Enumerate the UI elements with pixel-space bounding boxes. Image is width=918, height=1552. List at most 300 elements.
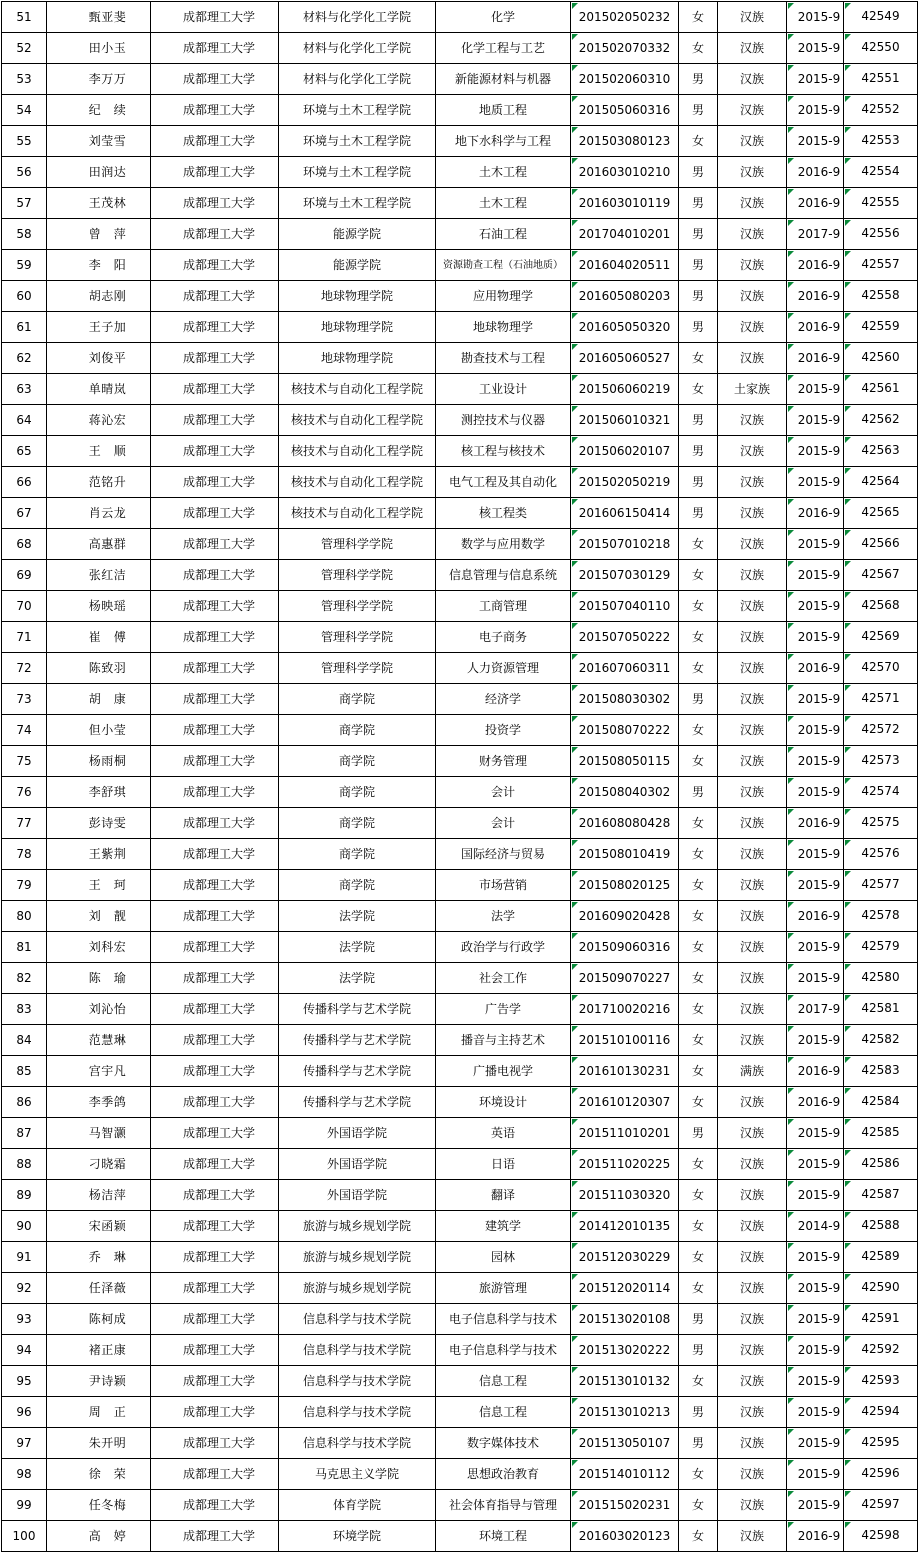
ethnicity-cell[interactable]: 汉族 (718, 901, 787, 932)
major-cell[interactable]: 测控技术与仪器 (436, 405, 571, 436)
enrollment-date-cell[interactable]: 2015-9 (787, 777, 844, 808)
name-cell[interactable]: 褚正康 (47, 1335, 151, 1366)
major-cell[interactable]: 新能源材料与机器 (436, 64, 571, 95)
enrollment-date-cell[interactable]: 2016-9 (787, 498, 844, 529)
enrollment-date-cell[interactable]: 2015-9 (787, 746, 844, 777)
gender-cell[interactable]: 女 (679, 715, 718, 746)
name-cell[interactable]: 但小莹 (47, 715, 151, 746)
code-cell[interactable] (844, 746, 918, 777)
enrollment-date-cell[interactable]: 2015-9 (787, 2, 844, 33)
name-cell[interactable]: 徐 荣 (47, 1459, 151, 1490)
enrollment-date-cell[interactable]: 2016-9 (787, 808, 844, 839)
code-cell[interactable] (844, 808, 918, 839)
gender-cell[interactable]: 女 (679, 33, 718, 64)
code-cell[interactable] (844, 1025, 918, 1056)
university-cell[interactable]: 成都理工大学 (151, 808, 279, 839)
ethnicity-cell[interactable]: 汉族 (718, 1304, 787, 1335)
row-number-cell[interactable]: 56 (2, 157, 47, 188)
enrollment-date-cell[interactable]: 2016-9 (787, 653, 844, 684)
student-id-cell[interactable]: 201506010321 (571, 405, 679, 436)
row-number-cell[interactable]: 66 (2, 467, 47, 498)
college-cell[interactable]: 材料与化学化工学院 (279, 2, 436, 33)
student-id-cell[interactable]: 201502050232 (571, 2, 679, 33)
university-cell[interactable]: 成都理工大学 (151, 1428, 279, 1459)
college-cell[interactable]: 环境与土木工程学院 (279, 126, 436, 157)
enrollment-date-cell[interactable]: 2016-9 (787, 1087, 844, 1118)
college-cell[interactable]: 环境与土木工程学院 (279, 188, 436, 219)
code-cell[interactable] (844, 1211, 918, 1242)
name-cell[interactable]: 田润达 (47, 157, 151, 188)
code-cell[interactable] (844, 870, 918, 901)
code-cell[interactable] (844, 622, 918, 653)
row-number-cell[interactable]: 84 (2, 1025, 47, 1056)
student-id-cell[interactable]: 201509070227 (571, 963, 679, 994)
row-number-cell[interactable]: 61 (2, 312, 47, 343)
row-number-cell[interactable]: 90 (2, 1211, 47, 1242)
enrollment-date-cell[interactable]: 2016-9 (787, 1521, 844, 1552)
gender-cell[interactable]: 女 (679, 2, 718, 33)
enrollment-date-cell[interactable]: 2015-9 (787, 622, 844, 653)
student-id-cell[interactable]: 201512030229 (571, 1242, 679, 1273)
name-cell[interactable]: 肖云龙 (47, 498, 151, 529)
row-number-cell[interactable]: 77 (2, 808, 47, 839)
university-cell[interactable]: 成都理工大学 (151, 1273, 279, 1304)
code-cell[interactable] (844, 1521, 918, 1552)
enrollment-date-cell[interactable]: 2016-9 (787, 312, 844, 343)
college-cell[interactable]: 旅游与城乡规划学院 (279, 1273, 436, 1304)
enrollment-date-cell[interactable]: 2015-9 (787, 1180, 844, 1211)
ethnicity-cell[interactable]: 汉族 (718, 1521, 787, 1552)
row-number-cell[interactable]: 69 (2, 560, 47, 591)
enrollment-date-cell[interactable]: 2015-9 (787, 839, 844, 870)
major-cell[interactable]: 电子信息科学与技术 (436, 1304, 571, 1335)
name-cell[interactable]: 陈致羽 (47, 653, 151, 684)
row-number-cell[interactable]: 86 (2, 1087, 47, 1118)
enrollment-date-cell[interactable]: 2015-9 (787, 33, 844, 64)
name-cell[interactable]: 胡志刚 (47, 281, 151, 312)
major-cell[interactable]: 电子商务 (436, 622, 571, 653)
major-cell[interactable]: 社会体育指导与管理 (436, 1490, 571, 1521)
college-cell[interactable]: 商学院 (279, 870, 436, 901)
code-cell[interactable] (844, 374, 918, 405)
name-cell[interactable]: 王茂林 (47, 188, 151, 219)
gender-cell[interactable]: 女 (679, 1521, 718, 1552)
code-cell[interactable] (844, 777, 918, 808)
university-cell[interactable]: 成都理工大学 (151, 1366, 279, 1397)
name-cell[interactable]: 李舒琪 (47, 777, 151, 808)
gender-cell[interactable]: 女 (679, 1211, 718, 1242)
name-cell[interactable]: 周 正 (47, 1397, 151, 1428)
major-cell[interactable]: 法学 (436, 901, 571, 932)
code-cell[interactable] (844, 932, 918, 963)
enrollment-date-cell[interactable]: 2015-9 (787, 64, 844, 95)
university-cell[interactable]: 成都理工大学 (151, 312, 279, 343)
student-id-cell[interactable]: 201510100116 (571, 1025, 679, 1056)
gender-cell[interactable]: 女 (679, 746, 718, 777)
university-cell[interactable]: 成都理工大学 (151, 1304, 279, 1335)
major-cell[interactable]: 日语 (436, 1149, 571, 1180)
ethnicity-cell[interactable]: 汉族 (718, 839, 787, 870)
college-cell[interactable]: 旅游与城乡规划学院 (279, 1211, 436, 1242)
student-id-cell[interactable]: 201515020231 (571, 1490, 679, 1521)
university-cell[interactable]: 成都理工大学 (151, 684, 279, 715)
code-cell[interactable] (844, 1490, 918, 1521)
college-cell[interactable]: 核技术与自动化工程学院 (279, 498, 436, 529)
ethnicity-cell[interactable]: 满族 (718, 1056, 787, 1087)
name-cell[interactable]: 纪 续 (47, 95, 151, 126)
ethnicity-cell[interactable]: 汉族 (718, 994, 787, 1025)
code-cell[interactable] (844, 157, 918, 188)
gender-cell[interactable]: 女 (679, 560, 718, 591)
college-cell[interactable]: 地球物理学院 (279, 343, 436, 374)
enrollment-date-cell[interactable]: 2016-9 (787, 343, 844, 374)
major-cell[interactable]: 地下水科学与工程 (436, 126, 571, 157)
major-cell[interactable]: 化学工程与工艺 (436, 33, 571, 64)
gender-cell[interactable]: 女 (679, 808, 718, 839)
university-cell[interactable]: 成都理工大学 (151, 1180, 279, 1211)
ethnicity-cell[interactable]: 汉族 (718, 1180, 787, 1211)
major-cell[interactable]: 地球物理学 (436, 312, 571, 343)
gender-cell[interactable]: 男 (679, 1335, 718, 1366)
code-cell[interactable] (844, 1149, 918, 1180)
ethnicity-cell[interactable]: 汉族 (718, 715, 787, 746)
student-id-cell[interactable]: 201512020114 (571, 1273, 679, 1304)
gender-cell[interactable]: 男 (679, 1397, 718, 1428)
university-cell[interactable]: 成都理工大学 (151, 405, 279, 436)
major-cell[interactable]: 土木工程 (436, 188, 571, 219)
major-cell[interactable]: 政治学与行政学 (436, 932, 571, 963)
university-cell[interactable]: 成都理工大学 (151, 529, 279, 560)
college-cell[interactable]: 商学院 (279, 684, 436, 715)
row-number-cell[interactable]: 62 (2, 343, 47, 374)
gender-cell[interactable]: 女 (679, 1366, 718, 1397)
gender-cell[interactable]: 女 (679, 1490, 718, 1521)
row-number-cell[interactable]: 70 (2, 591, 47, 622)
college-cell[interactable]: 能源学院 (279, 219, 436, 250)
ethnicity-cell[interactable]: 汉族 (718, 777, 787, 808)
row-number-cell[interactable]: 53 (2, 64, 47, 95)
college-cell[interactable]: 法学院 (279, 963, 436, 994)
major-cell[interactable]: 资源勘查工程（石油地质） (436, 250, 571, 281)
gender-cell[interactable]: 女 (679, 932, 718, 963)
ethnicity-cell[interactable]: 汉族 (718, 808, 787, 839)
major-cell[interactable]: 化学 (436, 2, 571, 33)
name-cell[interactable]: 曾 萍 (47, 219, 151, 250)
gender-cell[interactable]: 男 (679, 1304, 718, 1335)
student-id-cell[interactable]: 201511010201 (571, 1118, 679, 1149)
student-id-cell[interactable]: 201610120307 (571, 1087, 679, 1118)
code-cell[interactable] (844, 405, 918, 436)
row-number-cell[interactable]: 98 (2, 1459, 47, 1490)
student-id-cell[interactable]: 201505060316 (571, 95, 679, 126)
ethnicity-cell[interactable]: 汉族 (718, 560, 787, 591)
college-cell[interactable]: 环境与土木工程学院 (279, 157, 436, 188)
code-cell[interactable] (844, 1242, 918, 1273)
code-cell[interactable] (844, 1335, 918, 1366)
code-cell[interactable] (844, 95, 918, 126)
code-cell[interactable] (844, 188, 918, 219)
row-number-cell[interactable]: 51 (2, 2, 47, 33)
row-number-cell[interactable]: 94 (2, 1335, 47, 1366)
gender-cell[interactable]: 女 (679, 1056, 718, 1087)
enrollment-date-cell[interactable]: 2017-9 (787, 994, 844, 1025)
ethnicity-cell[interactable]: 汉族 (718, 1459, 787, 1490)
code-cell[interactable] (844, 1273, 918, 1304)
student-id-cell[interactable]: 201508020125 (571, 870, 679, 901)
enrollment-date-cell[interactable]: 2015-9 (787, 591, 844, 622)
gender-cell[interactable]: 男 (679, 1428, 718, 1459)
code-cell[interactable] (844, 1459, 918, 1490)
major-cell[interactable]: 市场营销 (436, 870, 571, 901)
college-cell[interactable]: 材料与化学化工学院 (279, 33, 436, 64)
university-cell[interactable]: 成都理工大学 (151, 33, 279, 64)
ethnicity-cell[interactable]: 汉族 (718, 1428, 787, 1459)
ethnicity-cell[interactable]: 汉族 (718, 33, 787, 64)
college-cell[interactable]: 核技术与自动化工程学院 (279, 374, 436, 405)
row-number-cell[interactable]: 60 (2, 281, 47, 312)
university-cell[interactable]: 成都理工大学 (151, 994, 279, 1025)
major-cell[interactable]: 播音与主持艺术 (436, 1025, 571, 1056)
student-id-cell[interactable]: 201608080428 (571, 808, 679, 839)
name-cell[interactable]: 高惠群 (47, 529, 151, 560)
major-cell[interactable]: 核工程类 (436, 498, 571, 529)
gender-cell[interactable]: 女 (679, 1242, 718, 1273)
college-cell[interactable]: 传播科学与艺术学院 (279, 1025, 436, 1056)
name-cell[interactable]: 乔 琳 (47, 1242, 151, 1273)
ethnicity-cell[interactable]: 土家族 (718, 374, 787, 405)
student-id-cell[interactable]: 201509060316 (571, 932, 679, 963)
row-number-cell[interactable]: 74 (2, 715, 47, 746)
ethnicity-cell[interactable]: 汉族 (718, 1087, 787, 1118)
row-number-cell[interactable]: 67 (2, 498, 47, 529)
major-cell[interactable]: 广告学 (436, 994, 571, 1025)
ethnicity-cell[interactable]: 汉族 (718, 622, 787, 653)
enrollment-date-cell[interactable]: 2015-9 (787, 932, 844, 963)
college-cell[interactable]: 核技术与自动化工程学院 (279, 405, 436, 436)
enrollment-date-cell[interactable]: 2015-9 (787, 467, 844, 498)
college-cell[interactable]: 传播科学与艺术学院 (279, 1087, 436, 1118)
enrollment-date-cell[interactable]: 2015-9 (787, 405, 844, 436)
major-cell[interactable]: 环境工程 (436, 1521, 571, 1552)
college-cell[interactable]: 地球物理学院 (279, 281, 436, 312)
ethnicity-cell[interactable]: 汉族 (718, 1149, 787, 1180)
gender-cell[interactable]: 男 (679, 250, 718, 281)
name-cell[interactable]: 单晴岚 (47, 374, 151, 405)
code-cell[interactable] (844, 1397, 918, 1428)
gender-cell[interactable]: 女 (679, 1025, 718, 1056)
enrollment-date-cell[interactable]: 2015-9 (787, 436, 844, 467)
university-cell[interactable]: 成都理工大学 (151, 560, 279, 591)
row-number-cell[interactable]: 88 (2, 1149, 47, 1180)
name-cell[interactable]: 任冬梅 (47, 1490, 151, 1521)
gender-cell[interactable]: 女 (679, 870, 718, 901)
student-id-cell[interactable]: 201513050107 (571, 1428, 679, 1459)
name-cell[interactable]: 王 顺 (47, 436, 151, 467)
ethnicity-cell[interactable]: 汉族 (718, 281, 787, 312)
major-cell[interactable]: 社会工作 (436, 963, 571, 994)
major-cell[interactable]: 工商管理 (436, 591, 571, 622)
row-number-cell[interactable]: 99 (2, 1490, 47, 1521)
code-cell[interactable] (844, 901, 918, 932)
name-cell[interactable]: 高 婷 (47, 1521, 151, 1552)
ethnicity-cell[interactable]: 汉族 (718, 498, 787, 529)
university-cell[interactable]: 成都理工大学 (151, 591, 279, 622)
college-cell[interactable]: 信息科学与技术学院 (279, 1397, 436, 1428)
university-cell[interactable]: 成都理工大学 (151, 901, 279, 932)
university-cell[interactable]: 成都理工大学 (151, 157, 279, 188)
row-number-cell[interactable]: 52 (2, 33, 47, 64)
student-id-cell[interactable]: 201605080203 (571, 281, 679, 312)
enrollment-date-cell[interactable]: 2015-9 (787, 1397, 844, 1428)
major-cell[interactable]: 旅游管理 (436, 1273, 571, 1304)
student-id-cell[interactable]: 201506060219 (571, 374, 679, 405)
ethnicity-cell[interactable]: 汉族 (718, 870, 787, 901)
gender-cell[interactable]: 男 (679, 467, 718, 498)
row-number-cell[interactable]: 76 (2, 777, 47, 808)
student-id-cell[interactable]: 201507030129 (571, 560, 679, 591)
college-cell[interactable]: 信息科学与技术学院 (279, 1304, 436, 1335)
student-id-cell[interactable]: 201511020225 (571, 1149, 679, 1180)
ethnicity-cell[interactable]: 汉族 (718, 405, 787, 436)
enrollment-date-cell[interactable]: 2015-9 (787, 1149, 844, 1180)
college-cell[interactable]: 能源学院 (279, 250, 436, 281)
enrollment-date-cell[interactable]: 2015-9 (787, 529, 844, 560)
gender-cell[interactable]: 男 (679, 157, 718, 188)
major-cell[interactable]: 国际经济与贸易 (436, 839, 571, 870)
code-cell[interactable] (844, 64, 918, 95)
university-cell[interactable]: 成都理工大学 (151, 1459, 279, 1490)
row-number-cell[interactable]: 85 (2, 1056, 47, 1087)
gender-cell[interactable]: 女 (679, 1149, 718, 1180)
code-cell[interactable] (844, 839, 918, 870)
major-cell[interactable]: 财务管理 (436, 746, 571, 777)
student-id-cell[interactable]: 201507040110 (571, 591, 679, 622)
university-cell[interactable]: 成都理工大学 (151, 1118, 279, 1149)
major-cell[interactable]: 广播电视学 (436, 1056, 571, 1087)
university-cell[interactable]: 成都理工大学 (151, 1025, 279, 1056)
row-number-cell[interactable]: 68 (2, 529, 47, 560)
row-number-cell[interactable]: 81 (2, 932, 47, 963)
university-cell[interactable]: 成都理工大学 (151, 870, 279, 901)
name-cell[interactable]: 王子加 (47, 312, 151, 343)
name-cell[interactable]: 朱开明 (47, 1428, 151, 1459)
name-cell[interactable]: 王紫荆 (47, 839, 151, 870)
code-cell[interactable] (844, 467, 918, 498)
row-number-cell[interactable]: 91 (2, 1242, 47, 1273)
name-cell[interactable]: 宫宇凡 (47, 1056, 151, 1087)
code-cell[interactable] (844, 1366, 918, 1397)
student-id-cell[interactable]: 201610130231 (571, 1056, 679, 1087)
university-cell[interactable]: 成都理工大学 (151, 622, 279, 653)
student-id-cell[interactable]: 201609020428 (571, 901, 679, 932)
name-cell[interactable]: 刁晓霜 (47, 1149, 151, 1180)
enrollment-date-cell[interactable]: 2016-9 (787, 901, 844, 932)
university-cell[interactable]: 成都理工大学 (151, 498, 279, 529)
row-number-cell[interactable]: 64 (2, 405, 47, 436)
ethnicity-cell[interactable]: 汉族 (718, 2, 787, 33)
ethnicity-cell[interactable]: 汉族 (718, 467, 787, 498)
code-cell[interactable] (844, 994, 918, 1025)
college-cell[interactable]: 商学院 (279, 746, 436, 777)
enrollment-date-cell[interactable]: 2016-9 (787, 281, 844, 312)
code-cell[interactable] (844, 498, 918, 529)
enrollment-date-cell[interactable]: 2015-9 (787, 95, 844, 126)
university-cell[interactable]: 成都理工大学 (151, 64, 279, 95)
university-cell[interactable]: 成都理工大学 (151, 188, 279, 219)
row-number-cell[interactable]: 58 (2, 219, 47, 250)
name-cell[interactable]: 宋函颖 (47, 1211, 151, 1242)
college-cell[interactable]: 商学院 (279, 808, 436, 839)
enrollment-date-cell[interactable]: 2015-9 (787, 1025, 844, 1056)
university-cell[interactable]: 成都理工大学 (151, 1087, 279, 1118)
gender-cell[interactable]: 女 (679, 374, 718, 405)
university-cell[interactable]: 成都理工大学 (151, 1490, 279, 1521)
name-cell[interactable]: 尹诗颖 (47, 1366, 151, 1397)
enrollment-date-cell[interactable]: 2017-9 (787, 219, 844, 250)
student-id-cell[interactable]: 201507010218 (571, 529, 679, 560)
major-cell[interactable]: 数学与应用数学 (436, 529, 571, 560)
gender-cell[interactable]: 男 (679, 498, 718, 529)
code-cell[interactable] (844, 963, 918, 994)
enrollment-date-cell[interactable]: 2015-9 (787, 715, 844, 746)
code-cell[interactable] (844, 591, 918, 622)
university-cell[interactable]: 成都理工大学 (151, 1149, 279, 1180)
row-number-cell[interactable]: 79 (2, 870, 47, 901)
enrollment-date-cell[interactable]: 2015-9 (787, 1118, 844, 1149)
major-cell[interactable]: 英语 (436, 1118, 571, 1149)
ethnicity-cell[interactable]: 汉族 (718, 1273, 787, 1304)
student-id-cell[interactable]: 201508040302 (571, 777, 679, 808)
student-id-cell[interactable]: 201606150414 (571, 498, 679, 529)
university-cell[interactable]: 成都理工大学 (151, 746, 279, 777)
code-cell[interactable] (844, 715, 918, 746)
code-cell[interactable] (844, 436, 918, 467)
gender-cell[interactable]: 男 (679, 95, 718, 126)
college-cell[interactable]: 环境学院 (279, 1521, 436, 1552)
major-cell[interactable]: 人力资源管理 (436, 653, 571, 684)
student-id-cell[interactable]: 201502050219 (571, 467, 679, 498)
name-cell[interactable]: 任泽薇 (47, 1273, 151, 1304)
gender-cell[interactable]: 男 (679, 436, 718, 467)
major-cell[interactable]: 应用物理学 (436, 281, 571, 312)
name-cell[interactable]: 范铭升 (47, 467, 151, 498)
code-cell[interactable] (844, 560, 918, 591)
university-cell[interactable]: 成都理工大学 (151, 374, 279, 405)
name-cell[interactable]: 刘沁怡 (47, 994, 151, 1025)
row-number-cell[interactable]: 55 (2, 126, 47, 157)
enrollment-date-cell[interactable]: 2015-9 (787, 1459, 844, 1490)
ethnicity-cell[interactable]: 汉族 (718, 1211, 787, 1242)
code-cell[interactable] (844, 312, 918, 343)
enrollment-date-cell[interactable]: 2015-9 (787, 1273, 844, 1304)
college-cell[interactable]: 法学院 (279, 932, 436, 963)
row-number-cell[interactable]: 63 (2, 374, 47, 405)
college-cell[interactable]: 管理科学学院 (279, 560, 436, 591)
major-cell[interactable]: 数字媒体技术 (436, 1428, 571, 1459)
enrollment-date-cell[interactable]: 2016-9 (787, 1056, 844, 1087)
name-cell[interactable]: 杨洁萍 (47, 1180, 151, 1211)
major-cell[interactable]: 会计 (436, 777, 571, 808)
university-cell[interactable]: 成都理工大学 (151, 1521, 279, 1552)
college-cell[interactable]: 管理科学学院 (279, 529, 436, 560)
major-cell[interactable]: 经济学 (436, 684, 571, 715)
code-cell[interactable] (844, 2, 918, 33)
ethnicity-cell[interactable]: 汉族 (718, 591, 787, 622)
college-cell[interactable]: 外国语学院 (279, 1118, 436, 1149)
row-number-cell[interactable]: 96 (2, 1397, 47, 1428)
major-cell[interactable]: 工业设计 (436, 374, 571, 405)
ethnicity-cell[interactable]: 汉族 (718, 157, 787, 188)
